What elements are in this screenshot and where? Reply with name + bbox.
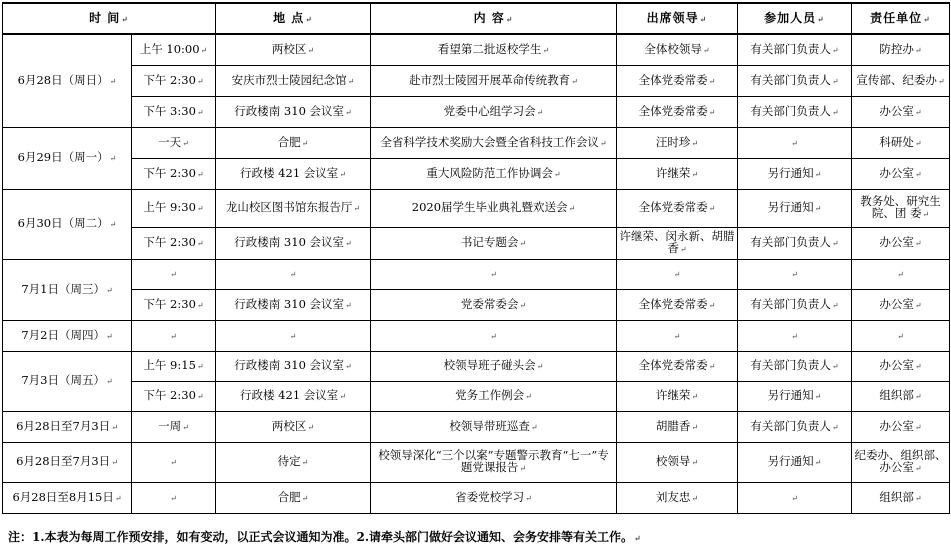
time-cell: ↵ xyxy=(132,442,216,482)
header-unit: 责任单位↵ xyxy=(852,3,950,34)
content-cell: ↵ xyxy=(371,259,617,289)
content-cell: 校领导深化“三个以案”专题警示教育“七一”专题党课报告↵ xyxy=(371,442,617,482)
time-cell: ↵ xyxy=(132,259,216,289)
leader-cell: 汪时珍↵ xyxy=(617,127,738,158)
content-cell: 全省科学技术奖励大会暨全省科技工作会议↵ xyxy=(371,127,617,158)
content-cell: 书记专题会↵ xyxy=(371,227,617,259)
participants-cell: 有关部门负责人↵ xyxy=(738,96,852,127)
leader-cell: ↵ xyxy=(617,259,738,289)
place-cell: 行政楼南 310 会议室↵ xyxy=(216,351,371,381)
unit-cell: 办公室↵ xyxy=(852,289,950,320)
table-row xyxy=(3,442,950,482)
participants-cell: 有关部门负责人↵ xyxy=(738,351,852,381)
date-cell: 7月3日（周五）↵ xyxy=(3,351,132,411)
table-row xyxy=(3,289,950,320)
time-cell: 上午 9:30↵ xyxy=(132,189,216,227)
time-cell: 上午 10:00↵ xyxy=(132,34,216,65)
table-row xyxy=(3,411,950,442)
leader-cell: 全体党委常委↵ xyxy=(617,351,738,381)
content-cell: 重大风险防范工作协调会↵ xyxy=(371,158,617,189)
content-cell: 党务工作例会↵ xyxy=(371,381,617,411)
date-cell: 6月28日至7月3日↵ xyxy=(3,411,132,442)
unit-cell: 宣传部、纪委办↵ xyxy=(852,65,950,96)
unit-cell: ↵ xyxy=(852,259,950,289)
time-cell: ↵ xyxy=(132,320,216,351)
place-cell: 安庆市烈士陵园纪念馆↵ xyxy=(216,65,371,96)
date-cell: 7月2日（周四）↵ xyxy=(3,320,132,351)
leader-cell: ↵ xyxy=(617,320,738,351)
table-row xyxy=(3,158,950,189)
unit-cell: 教务处、研究生院、团 委↵ xyxy=(852,189,950,227)
place-cell: 两校区↵ xyxy=(216,411,371,442)
date-cell: 6月28日（周日）↵ xyxy=(3,34,132,127)
leader-cell: 刘友忠↵ xyxy=(617,482,738,513)
participants-cell: 有关部门负责人↵ xyxy=(738,411,852,442)
participants-cell: 另行通知↵ xyxy=(738,442,852,482)
time-cell: 下午 3:30↵ xyxy=(132,96,216,127)
place-cell: ↵ xyxy=(216,259,371,289)
content-cell: 党委中心组学习会↵ xyxy=(371,96,617,127)
date-cell: 6月30日（周二）↵ xyxy=(3,189,132,259)
table-row xyxy=(3,482,950,513)
place-cell: 行政楼 421 会议室↵ xyxy=(216,158,371,189)
place-cell: 行政楼南 310 会议室↵ xyxy=(216,227,371,259)
participants-cell: ↵ xyxy=(738,482,852,513)
time-cell: 下午 2:30↵ xyxy=(132,65,216,96)
place-cell: 行政楼南 310 会议室↵ xyxy=(216,96,371,127)
time-cell: 一周↵ xyxy=(132,411,216,442)
table-row xyxy=(3,381,950,411)
participants-cell: 另行通知↵ xyxy=(738,189,852,227)
unit-cell: 科研处↵ xyxy=(852,127,950,158)
unit-cell: ↵ xyxy=(852,320,950,351)
leader-cell: 许继荣↵ xyxy=(617,381,738,411)
unit-cell: 纪委办、组织部、办公室↵ xyxy=(852,442,950,482)
place-cell: 行政楼南 310 会议室↵ xyxy=(216,289,371,320)
table-row xyxy=(3,127,950,158)
content-cell: 2020届学生毕业典礼暨欢送会↵ xyxy=(371,189,617,227)
content-cell: 看望第二批返校学生↵ xyxy=(371,34,617,65)
participants-cell: ↵ xyxy=(738,127,852,158)
leader-cell: 全体党委常委↵ xyxy=(617,96,738,127)
leader-cell: 全体校领导↵ xyxy=(617,34,738,65)
table-row xyxy=(3,65,950,96)
place-cell: 合肥↵ xyxy=(216,127,371,158)
time-cell: 下午 2:30↵ xyxy=(132,227,216,259)
date-cell: 6月28日至7月3日↵ xyxy=(3,442,132,482)
place-cell: 两校区↵ xyxy=(216,34,371,65)
participants-cell: 有关部门负责人↵ xyxy=(738,227,852,259)
leader-cell: 胡腊香↵ xyxy=(617,411,738,442)
leader-cell: 校领导↵ xyxy=(617,442,738,482)
participants-cell: ↵ xyxy=(738,259,852,289)
table-row xyxy=(3,96,950,127)
unit-cell: 办公室↵ xyxy=(852,96,950,127)
leader-cell: 全体党委常委↵ xyxy=(617,65,738,96)
time-cell: 下午 2:30↵ xyxy=(132,158,216,189)
participants-cell: 另行通知↵ xyxy=(738,158,852,189)
time-cell: 下午 2:30↵ xyxy=(132,289,216,320)
header-time: 时 间↵ xyxy=(3,3,216,34)
table-row xyxy=(3,227,950,259)
time-cell: 下午 2:30↵ xyxy=(132,381,216,411)
header-participants: 参加人员↵ xyxy=(738,3,852,34)
place-cell: ↵ xyxy=(216,320,371,351)
unit-cell: 组织部↵ xyxy=(852,482,950,513)
unit-cell: 办公室↵ xyxy=(852,411,950,442)
place-cell: 龙山校区图书馆东报告厅↵ xyxy=(216,189,371,227)
header-content: 内 容↵ xyxy=(371,3,617,34)
table-row xyxy=(3,259,950,289)
content-cell: 赴市烈士陵园开展革命传统教育↵ xyxy=(371,65,617,96)
date-cell: 6月29日（周一）↵ xyxy=(3,127,132,189)
unit-cell: 办公室↵ xyxy=(852,351,950,381)
participants-cell: 有关部门负责人↵ xyxy=(738,289,852,320)
content-cell: ↵ xyxy=(371,320,617,351)
participants-cell: 另行通知↵ xyxy=(738,381,852,411)
leader-cell: 全体党委常委↵ xyxy=(617,289,738,320)
participants-cell: 有关部门负责人↵ xyxy=(738,34,852,65)
time-cell: 上午 9:15↵ xyxy=(132,351,216,381)
table-row xyxy=(3,351,950,381)
content-cell: 党委常委会↵ xyxy=(371,289,617,320)
content-cell: 省委党校学习↵ xyxy=(371,482,617,513)
footnote: 注：1.本表为每周工作预安排，如有变动，以正式会议通知为准。2.请牵头部门做好会议通知、会务安排等有关工作。↵ xyxy=(8,530,641,544)
unit-cell: 办公室↵ xyxy=(852,227,950,259)
time-cell: 一天↵ xyxy=(132,127,216,158)
table-row xyxy=(3,320,950,351)
participants-cell: ↵ xyxy=(738,320,852,351)
unit-cell: 组织部↵ xyxy=(852,381,950,411)
leader-cell: 全体党委常委↵ xyxy=(617,189,738,227)
leader-cell: 许继荣、闵永新、胡腊香↵ xyxy=(617,227,738,259)
header-leader: 出席领导↵ xyxy=(617,3,738,34)
schedule-table xyxy=(2,2,950,514)
date-cell: 7月1日（周三）↵ xyxy=(3,259,132,320)
date-cell: 6月28日至8月15日↵ xyxy=(3,482,132,513)
table-row xyxy=(3,189,950,227)
place-cell: 合肥↵ xyxy=(216,482,371,513)
place-cell: 待定↵ xyxy=(216,442,371,482)
time-cell: ↵ xyxy=(132,482,216,513)
table-row xyxy=(3,34,950,65)
leader-cell: 许继荣↵ xyxy=(617,158,738,189)
header-row xyxy=(3,3,950,34)
unit-cell: 办公室↵ xyxy=(852,158,950,189)
header-place: 地 点↵ xyxy=(216,3,371,34)
content-cell: 校领导带班巡查↵ xyxy=(371,411,617,442)
participants-cell: 有关部门负责人↵ xyxy=(738,65,852,96)
place-cell: 行政楼 421 会议室↵ xyxy=(216,381,371,411)
unit-cell: 防控办↵ xyxy=(852,34,950,65)
content-cell: 校领导班子碰头会↵ xyxy=(371,351,617,381)
